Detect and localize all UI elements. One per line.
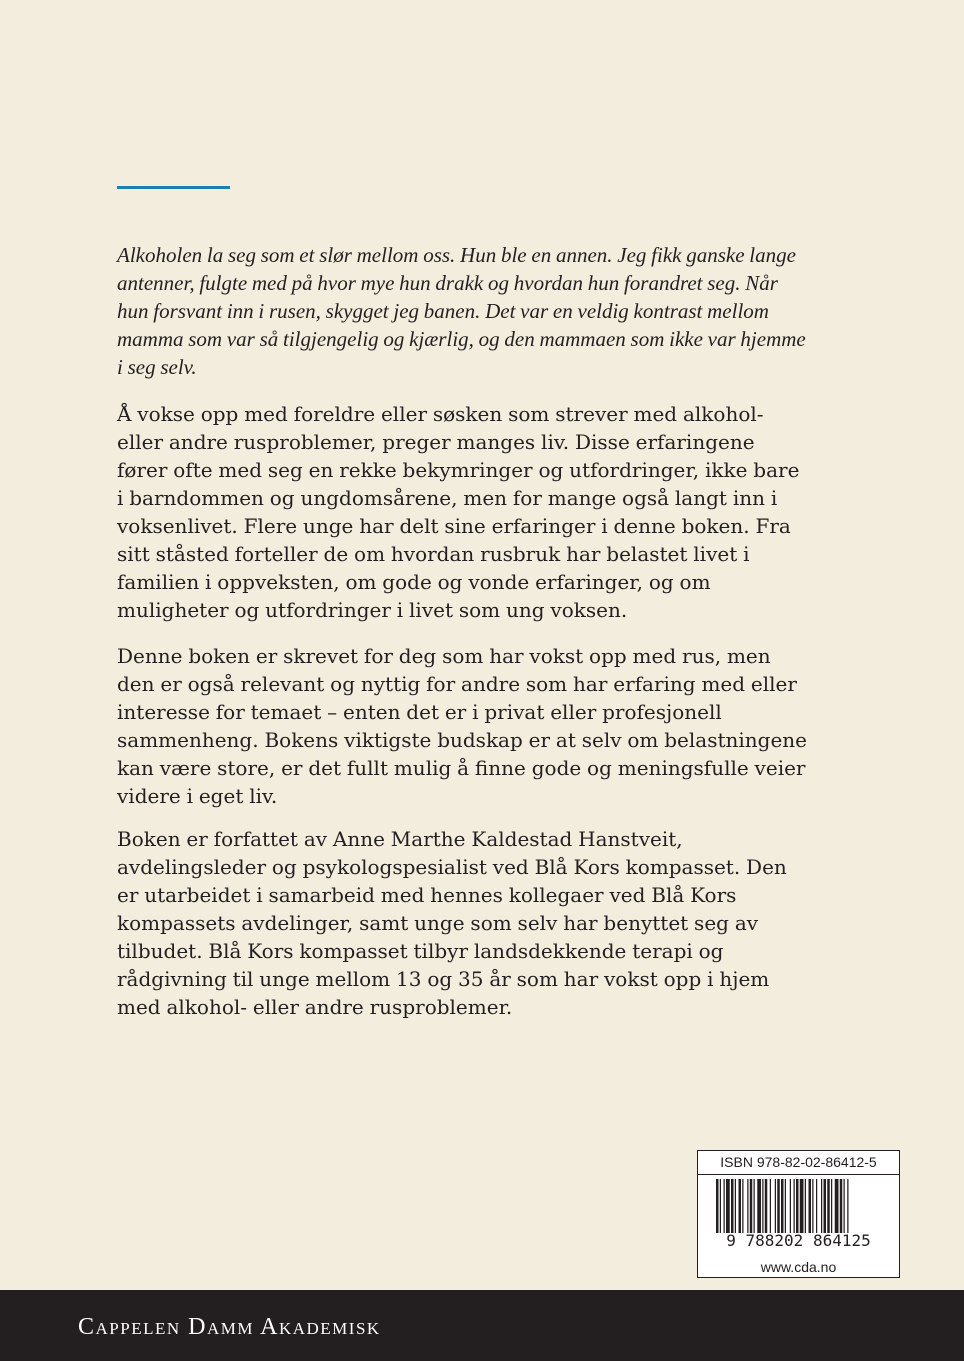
barcode-bar (831, 1179, 832, 1233)
barcode-bar (809, 1179, 812, 1233)
accent-rule (117, 186, 230, 189)
barcode-bar (796, 1179, 799, 1233)
barcode-bar (827, 1179, 830, 1233)
isbn-label: ISBN 978-82-02-86412-5 (720, 1154, 877, 1170)
barcode-bar (824, 1179, 827, 1233)
barcode-bar (731, 1179, 734, 1233)
blurb-paragraph-1: Å vokse opp med foreldre eller søsken som strever med alkohol- eller andre rusproblemer, preger manges liv. Disse erfaringene fører ofte med seg en rekke bekymringer og utfordringer, ikke bare i barndommen og ungdomsårene, men for mange også langt inn i voksenlivet. Flere unge har delt sine erfaringer i denne boken. Fra sitt ståsted forteller de om hvordan rusbruk har belastet livet i familien i oppveksten, om gode og vonde erfaringer, og om muligheter og utfordringer i livet som ung voksen. (117, 402, 800, 622)
barcode-bar (840, 1179, 843, 1233)
barcode-bar (847, 1179, 848, 1233)
barcode-bar (742, 1179, 743, 1233)
excerpt-quote: Alkoholen la seg som et slør mellom oss. Hun ble en annen. Jeg fikk ganske lange antenner, fulgte med på hvor mye hun drakk og hvordan hun forandret seg. Når hun forsvant inn i rusen, skygget jeg banen. Det var en veldig kontrast mellom mamma som var så tilgjengelig og kjærlig, og den mammaen som ikke var hjemme i seg selv. (117, 243, 806, 379)
barcode-bar (754, 1179, 755, 1233)
publisher-logo: Cappelen Damm Akademisk (78, 1314, 381, 1340)
blurb-paragraph-3: Boken er forfattet av Anne Marthe Kaldestad Hanstveit, avdelingsleder og psykologspesialist ved Blå Kors kompasset. Den er utarbeidet i samarbeid med hennes kollegaer ved Blå Kors kompassets avdelinger, samt unge som selv har benyttet seg av tilbudet. Blå Kors kompasset tilbyr landsdekkende terapi og rådgivning til unge mellom 13 og 35 år som har vokst opp i hjem med alkohol- eller andre rusproblemer. (117, 827, 787, 1019)
publisher-footer (0, 1290, 964, 1361)
barcode-bar (775, 1179, 776, 1233)
barcode-bar (794, 1179, 795, 1233)
barcode-bar (739, 1179, 742, 1233)
barcode-bar (790, 1179, 791, 1233)
barcode-bar (805, 1179, 806, 1233)
barcode-bar (750, 1179, 753, 1233)
barcode-bar (781, 1179, 784, 1233)
barcode-bar (720, 1179, 721, 1233)
barcode-bar (726, 1179, 730, 1233)
isbn-barcode (697, 1150, 900, 1278)
barcode-bar (747, 1179, 748, 1233)
barcode-bar (812, 1179, 813, 1233)
barcode-bar (800, 1179, 804, 1233)
barcode-bar (762, 1179, 763, 1233)
barcode-bar (777, 1179, 780, 1233)
barcode-bar (844, 1179, 845, 1233)
barcode-bar (724, 1179, 725, 1233)
blurb-paragraph-2: Denne boken er skrevet for deg som har vokst opp med rus, men den er også relevant og nyttig for andre som har erfaring med eller interesse for temaet – enten det er i privat eller profesjonell sammenheng. Bokens viktigste budskap er at selv om belastningene kan være store, er det fullt mulig å finne gode og meningsfulle veier videre i eget liv. (117, 644, 808, 808)
barcode-bar (835, 1179, 839, 1233)
barcode-bar (816, 1179, 817, 1233)
barcode-bar (821, 1179, 822, 1233)
barcode-bar (785, 1179, 786, 1233)
publisher-website: www.cda.no (760, 1259, 837, 1275)
barcode-bar (770, 1179, 771, 1233)
isbn-divider (698, 1174, 899, 1175)
barcode-digits: 9 788202 864125 (726, 1231, 871, 1250)
barcode-bar (757, 1179, 761, 1233)
barcode-bar (765, 1179, 768, 1233)
barcode-bar (716, 1179, 719, 1233)
barcode-bars (716, 1179, 886, 1233)
barcode-bar (735, 1179, 736, 1233)
